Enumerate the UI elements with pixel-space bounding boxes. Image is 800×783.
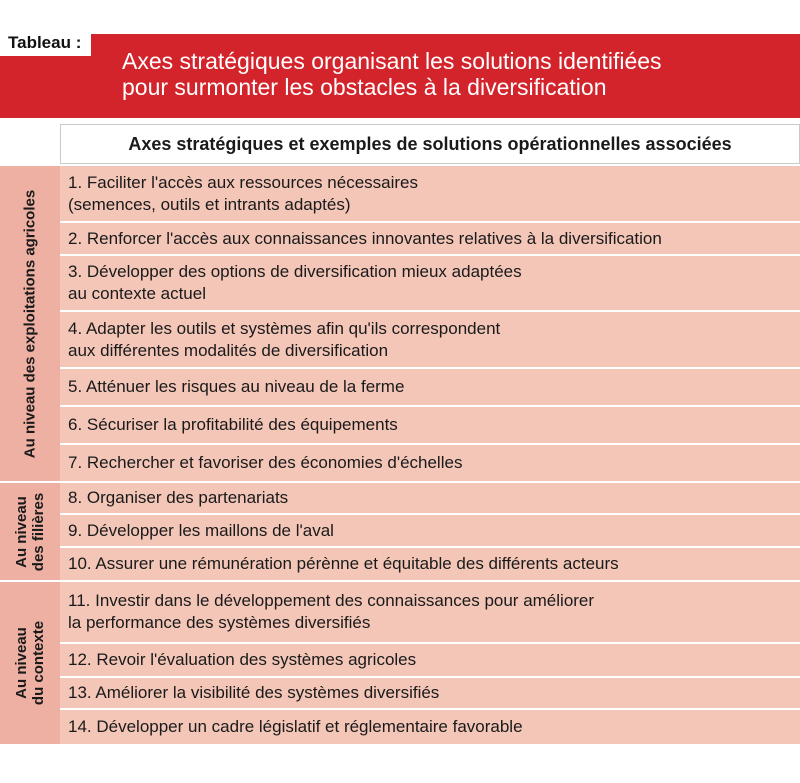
group-label-filieres — [0, 483, 60, 582]
table-row: 10. Assurer une rémunération pérènne et équitable des différents acteurs — [60, 548, 800, 582]
table-title-line-1: Axes stratégiques organisant les solutions identifiées — [122, 48, 662, 74]
table-row: 9. Développer les maillons de l'aval — [60, 515, 800, 548]
header-blank-cell — [0, 124, 60, 164]
column-header: Axes stratégiques et exemples de solutions opérationnelles associées — [60, 124, 800, 164]
table-row: 11. Investir dans le développement des connaissances pour améliorer la performance des systèmes diversifiés — [60, 582, 800, 644]
group-label-exploitations — [0, 166, 60, 483]
table-row: 13. Améliorer la visibilité des systèmes diversifiés — [60, 678, 800, 710]
column-header-row — [0, 124, 800, 164]
group-label-text: Au niveau des exploitations agricoles — [21, 189, 39, 458]
table-row: 12. Revoir l'évaluation des systèmes agricoles — [60, 644, 800, 678]
group-label-text: Au niveau des filières — [13, 492, 47, 571]
table-body — [0, 166, 800, 746]
table-row: 7. Rechercher et favoriser des économies d'échelles — [60, 445, 800, 483]
table-row: 8. Organiser des partenariats — [60, 483, 800, 515]
table-row: 5. Atténuer les risques au niveau de la ferme — [60, 369, 800, 407]
group-label-contexte — [0, 582, 60, 746]
table-row: 1. Faciliter l'accès aux ressources nécessaires (semences, outils et intrants adaptés) — [60, 166, 800, 223]
table-title-line-2: pour surmonter les obstacles à la diversification — [122, 74, 607, 100]
table-row: 14. Développer un cadre législatif et réglementaire favorable — [60, 710, 800, 746]
table-tab-label: Tableau : — [0, 30, 91, 56]
table-title — [122, 48, 782, 100]
group-label-text: Au niveau du contexte — [13, 620, 47, 706]
table-row: 3. Développer des options de diversification mieux adaptées au contexte actuel — [60, 256, 800, 312]
table-row: 6. Sécuriser la profitabilité des équipements — [60, 407, 800, 445]
table-row: 2. Renforcer l'accès aux connaissances innovantes relatives à la diversification — [60, 223, 800, 256]
table-row: 4. Adapter les outils et systèmes afin qu'ils correspondent aux différentes modalités de diversification — [60, 312, 800, 369]
